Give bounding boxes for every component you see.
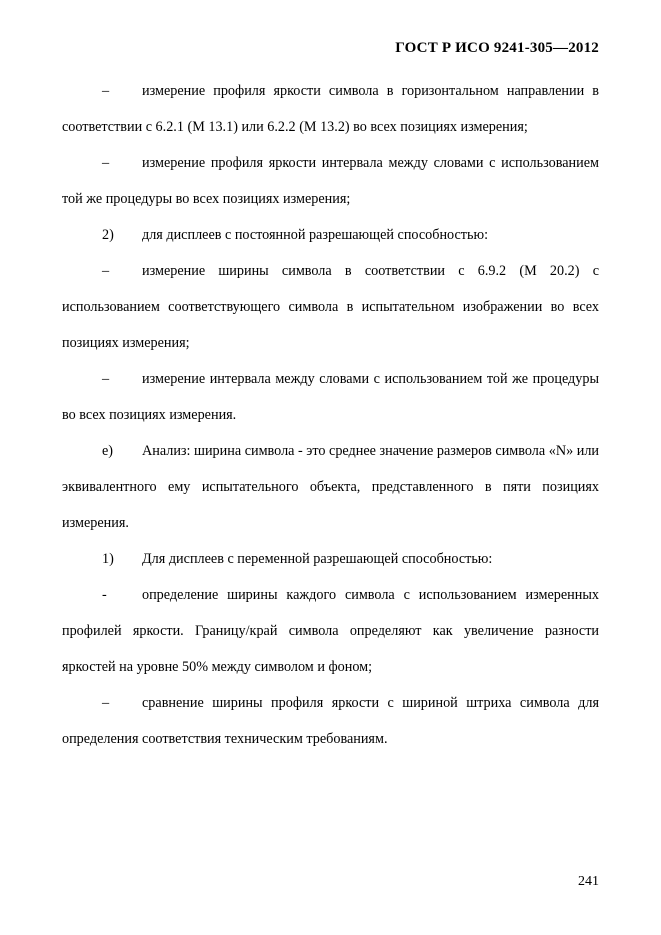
paragraph	[62, 433, 599, 541]
paragraph	[62, 145, 599, 217]
paragraph-text: измерение ширины символа в соответствии с 6.9.2 (М 20.2) с использованием соответствующего символа в испытательном изображении во всех позициях измерения;	[62, 263, 599, 351]
paragraph	[62, 73, 599, 145]
paragraph-text: Для дисплеев с переменной разрешающей способностью:	[142, 551, 493, 567]
paragraph-text: сравнение ширины профиля яркости с шириной штриха символа для определения соответствия техническим требованиям.	[62, 695, 599, 747]
page-number: 241	[578, 874, 599, 889]
document-header: ГОСТ Р ИСО 9241-305—2012	[395, 40, 599, 56]
paragraph-text: Анализ: ширина символа - это среднее значение размеров символа «N» или эквивалентного ему испытательного объекта, представленного в пяти позициях измерения.	[62, 443, 599, 531]
paragraph-text: измерение профиля яркости символа в горизонтальном направлении в соответствии с 6.2.1 (М 13.1) или 6.2.2 (М 13.2) во всех позициях измерения;	[62, 83, 599, 135]
paragraph	[62, 577, 599, 685]
paragraph	[62, 685, 599, 757]
list-marker: -	[102, 587, 107, 603]
list-marker: –	[102, 83, 110, 99]
list-marker: –	[102, 695, 110, 711]
paragraph	[62, 361, 599, 433]
paragraph	[62, 253, 599, 361]
list-marker: –	[102, 155, 110, 171]
list-marker: e)	[102, 443, 114, 459]
list-marker: 2)	[102, 227, 114, 243]
paragraph-text: измерение интервала между словами с использованием той же процедуры во всех позициях измерения.	[62, 371, 599, 423]
paragraph-text: для дисплеев с постоянной разрешающей способностью:	[142, 227, 489, 243]
list-marker: –	[102, 263, 110, 279]
paragraph	[62, 541, 599, 577]
paragraph-text: определение ширины каждого символа с использованием измеренных профилей яркости. Границу/край символа определяют как увеличение разности яркостей на уровне 50% между символом и фоном;	[62, 587, 599, 675]
list-marker: 1)	[102, 551, 114, 567]
paragraph	[62, 217, 599, 253]
document-body	[62, 73, 599, 757]
list-marker: –	[102, 371, 110, 387]
paragraph-text: измерение профиля яркости интервала между словами с использованием той же процедуры во всех позициях измерения;	[62, 155, 599, 207]
